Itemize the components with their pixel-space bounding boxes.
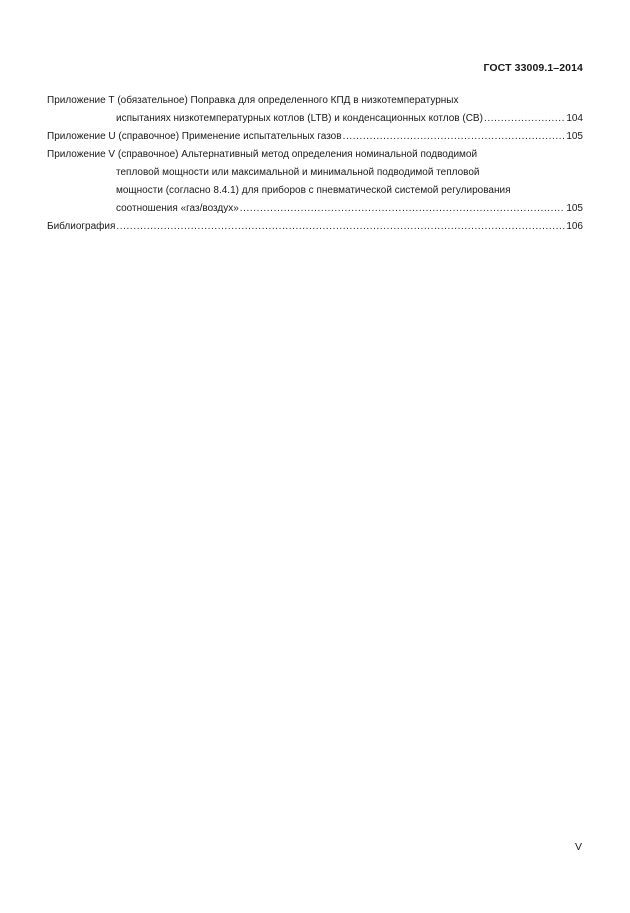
toc-entry-last-line xyxy=(47,110,583,128)
toc-entry-title-line: Библиография xyxy=(47,221,116,232)
dot-leader xyxy=(484,110,565,128)
toc-entry-appendix-v[interactable] xyxy=(47,146,583,218)
toc-entry-appendix-t[interactable] xyxy=(47,92,583,128)
toc-entry-last-line xyxy=(47,200,583,218)
page-number: V xyxy=(574,841,582,853)
toc-page-number: 106 xyxy=(566,221,583,232)
toc-entry-title-line: Приложение U (справочное) Применение испытательных газов xyxy=(47,131,342,142)
toc-entry-title-line: Приложение Т (обязательное) Поправка для определенного КПД в низкотемпературных xyxy=(47,95,459,106)
toc-page-number: 105 xyxy=(566,131,583,142)
toc-entry-title-line: испытаниях низкотемпературных котлов (LTB) и конденсационных котлов (CB) xyxy=(116,113,483,124)
toc-entry-bibliography[interactable] xyxy=(47,218,583,236)
toc-entry-title-line: мощности (согласно 8.4.1) для приборов с пневматической системой регулирования xyxy=(116,185,511,196)
toc-entry-last-line xyxy=(47,218,583,236)
toc-page-number: 105 xyxy=(566,203,583,214)
dot-leader xyxy=(240,200,566,218)
dot-leader xyxy=(343,128,566,146)
toc-entry-title-line: Приложение V (справочное) Альтернативный метод определения номинальной подводимой xyxy=(47,149,478,160)
toc-entry-appendix-u[interactable] xyxy=(47,128,583,146)
toc-entry-title-line: соотношения «газ/воздух» xyxy=(116,203,239,214)
toc-entry-last-line xyxy=(47,128,583,146)
toc-entry-title-line: тепловой мощности или максимальной и минимальной подводимой тепловой xyxy=(116,167,480,178)
toc-page-number: 104 xyxy=(566,113,583,124)
standard-designation: ГОСТ 33009.1–2014 xyxy=(483,62,583,74)
table-of-contents xyxy=(47,92,583,236)
dot-leader xyxy=(116,218,565,236)
